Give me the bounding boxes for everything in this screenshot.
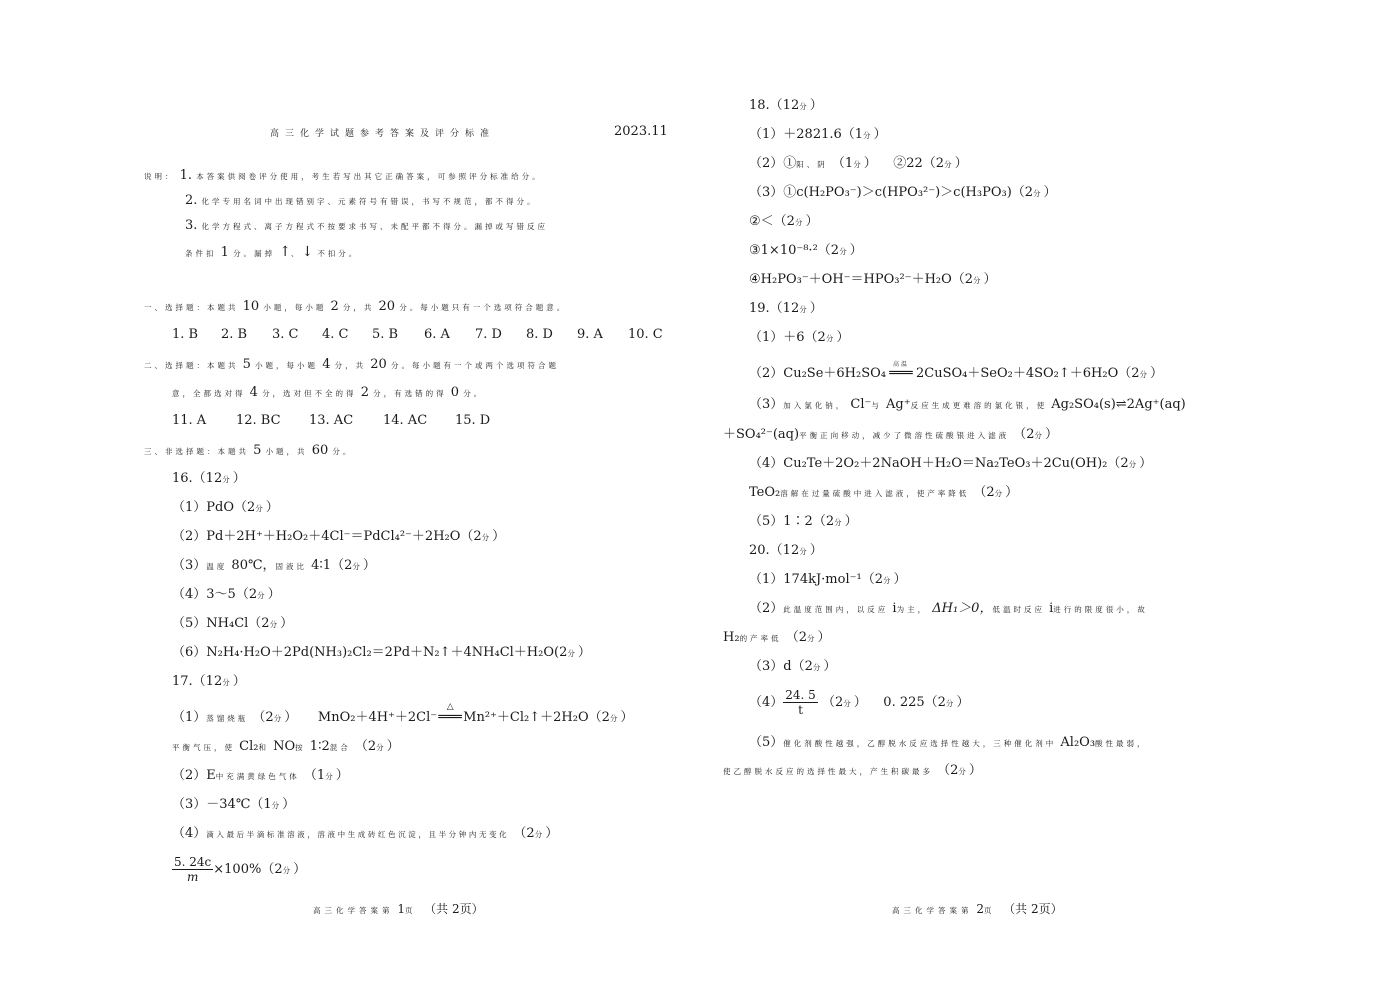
q20-answer-3: [749, 659, 836, 676]
fraction-denominator: t: [798, 703, 803, 717]
q20-l6c: Al₂O₃: [1060, 735, 1096, 750]
q17-l1b: 蒸馏烧瓶: [206, 714, 249, 723]
fen-label: 分: [853, 160, 864, 169]
q17-answer-3: [172, 797, 295, 814]
section-2-heading: [144, 357, 559, 374]
q16-l3a: （3）: [172, 558, 207, 573]
fen-label: 分: [376, 743, 387, 752]
q17-l5a: （4）: [172, 826, 207, 841]
q17-l2h: （2: [354, 739, 377, 754]
answer-7: 7. D: [475, 327, 502, 342]
s1-suffix: 分。每小题只有一个选项符合题意。: [399, 303, 568, 312]
s2-l2a: 意，全都选对得: [172, 389, 246, 398]
s1-mid2: 分，共: [342, 303, 375, 312]
footer-a: 高三化学答案第: [892, 906, 973, 915]
fen-label: 分: [794, 218, 806, 227]
q17-l1a: （1）: [172, 710, 207, 725]
s2-total: 20: [370, 357, 387, 372]
q20-answer-2: [749, 601, 1148, 618]
answer-page-1: [0, 0, 699, 983]
q20-l2c: ⅰ: [892, 601, 897, 616]
q20-l2e: ΔH₁＞0，: [932, 601, 993, 616]
q18-answer-3d: [749, 272, 997, 289]
s3-mid: 小题，共: [265, 447, 308, 456]
q17-answer-4: [172, 826, 558, 843]
q20-answer-5: [749, 735, 1148, 752]
s1-each: 2: [330, 299, 339, 314]
q20-l7a: 使乙醇脱水反应的选择性最大，产生积碳最多: [723, 767, 933, 776]
close-paren: ）: [280, 616, 294, 631]
q19-l3a: （3）: [749, 397, 784, 412]
document-title: 高三化学试题参考答案及评分标准: [270, 129, 496, 139]
fen-label: 分: [1034, 431, 1045, 440]
q16-answer-1: [172, 500, 279, 517]
answer-page-2: [699, 0, 1399, 983]
close-paren: ）: [809, 301, 823, 316]
answer-3: 3. C: [272, 327, 299, 342]
section-3-heading: [144, 443, 353, 460]
footer-total: 2: [451, 902, 460, 916]
fraction-numerator: 5. 24c: [174, 855, 212, 869]
note-3-deduction: 1: [220, 245, 229, 260]
q17-l1d: MnO₂＋4H⁺＋2Cl⁻: [317, 710, 438, 725]
s3-prefix: 三、非选择题：本题共: [144, 447, 249, 456]
q19-l2a: （2）Cu₂Se＋6H₂SO₄: [749, 366, 886, 381]
q19-l3d: 与: [871, 401, 882, 410]
footer-d: 页）: [459, 902, 484, 916]
q20-l5c: 0. 225（2: [883, 695, 946, 710]
close-paren: ）: [265, 500, 279, 515]
fen-label: 分: [994, 489, 1006, 498]
q17-l3b: 中充满黄绿色气体: [215, 772, 300, 781]
q17-title-text: 17.（12: [172, 674, 223, 689]
q19-l3g: Ag₂SO₄(s)⇌2Ag⁺(aq): [1051, 397, 1186, 412]
close-paren: ）: [823, 659, 837, 674]
fraction: [783, 688, 818, 717]
close-paren: ）: [809, 543, 823, 558]
footer-d: 页）: [1038, 902, 1063, 916]
q17-l2b: Cl₂: [239, 739, 259, 754]
footer-page: 2: [976, 902, 984, 916]
s2-mid: 小题，每小题: [255, 361, 319, 370]
s3-suffix: 分。: [332, 447, 354, 456]
q17-l1c: （2: [252, 710, 274, 725]
fen-label: 分: [843, 699, 854, 708]
note-3-text: 化学方程式、离子方程式不按要求书写、未配平都不得分。漏掉或写错反应: [201, 222, 549, 231]
close-paren: ）: [809, 98, 823, 113]
q20-l6b: 催化剂酸性越强，乙醇脱水反应选择性越大，三种催化剂中: [783, 739, 1057, 748]
q16-title: [172, 471, 246, 488]
q19-answer-3b: [723, 427, 1058, 444]
q18-answer-3: [749, 185, 1057, 202]
close-paren: ）: [282, 797, 296, 812]
fen-label: 分: [222, 475, 233, 484]
q19-l3e: Ag⁺: [886, 397, 911, 412]
fraction: [172, 855, 213, 884]
answer-12: 12. BC: [236, 413, 281, 428]
answer-11: 11. A: [172, 413, 207, 428]
fen-label: 分: [882, 576, 894, 585]
answer-6: 6. A: [424, 327, 450, 342]
q18-l3: （3）①c(H₂PO₃⁻)＞c(HPO₃²⁻)＞c(H₃PO₃)（2: [749, 185, 1034, 200]
note-3-cont-2: 分。漏掉: [233, 249, 276, 258]
fraction-numerator: 24. 5: [785, 688, 816, 702]
close-paren: ）: [620, 710, 634, 725]
close-paren: ）: [232, 471, 246, 486]
q20-l4: （3）d（2: [749, 659, 813, 674]
q18-l6: ④H₂PO₃⁻＋OH⁻＝HPO₃²⁻＋H₂O（2: [749, 272, 974, 287]
q20-l2a: （2）: [749, 601, 784, 616]
notes-line-2: [185, 193, 538, 210]
q19-cond: 高温: [892, 361, 909, 368]
answer-1: 1. B: [172, 327, 199, 342]
close-paren: ）: [873, 127, 887, 142]
fen-label: 分: [255, 504, 266, 513]
q20-l2f: 低温时反应: [992, 605, 1045, 614]
q19-title: [749, 301, 823, 318]
close-paren: ）: [232, 674, 246, 689]
fen-label: 分: [609, 714, 621, 723]
heating-condition: △ ═══: [437, 710, 463, 726]
q18-answer-3c: [749, 243, 863, 260]
q20-l2d: 为主，: [896, 605, 929, 614]
close-paren: ）: [492, 529, 506, 544]
answer-2: 2. B: [221, 327, 248, 342]
fen-label: 分: [799, 102, 810, 111]
close-paren: ）: [577, 645, 591, 660]
fen-label: 分: [269, 620, 281, 629]
q16-l3c: 80℃，: [231, 558, 276, 573]
answer-14: 14. AC: [383, 413, 428, 428]
q20-answer-5b: [723, 763, 982, 780]
q20-l1: （1）174kJ·mol⁻¹（2: [749, 572, 883, 587]
q20-l6d: 酸性最弱，: [1095, 739, 1148, 748]
fen-label: 分: [1128, 460, 1140, 469]
fen-label: 分: [567, 649, 578, 658]
q19-answer-2: [749, 361, 1164, 383]
close-paren: ）: [863, 156, 877, 171]
fen-label: 分: [863, 131, 874, 140]
q20-l2g: ⅰ: [1049, 601, 1054, 616]
q19-l6b: 溶解在过量硫酸中进入滤液，使产率降低: [780, 489, 970, 498]
q19-l3b: 加入氯化钠，: [783, 401, 847, 410]
close-paren: ）: [844, 514, 858, 529]
fen-label: 分: [534, 830, 546, 839]
s2-l2f: 0: [450, 385, 460, 400]
q16-l6: （6）N₂H₄·H₂O＋2Pd(NH₃)₂Cl₂＝2Pd＋N₂↑＋4NH₄Cl＋H₂O(2: [172, 645, 568, 660]
q20-title: [749, 543, 823, 560]
fen-label: 分: [834, 518, 845, 527]
q20-l6a: （5）: [749, 735, 784, 750]
footer-b: 页: [404, 906, 417, 915]
footer-b: 页: [983, 906, 996, 915]
s3-total: 60: [311, 443, 329, 458]
q17-l1e: Mn²⁺＋Cl₂↑＋2H₂O（2: [463, 710, 610, 725]
q17-l2d: NO: [273, 739, 296, 754]
s2-l2d: 2: [360, 385, 369, 400]
q16-answer-3: [172, 558, 376, 575]
close-paren: ）: [284, 710, 298, 725]
q16-answer-5: [172, 616, 293, 633]
q18-l2b: 阳、阴: [796, 160, 828, 169]
fen-label: 分: [973, 276, 984, 285]
close-paren: ）: [817, 630, 831, 645]
fen-label: 分: [945, 699, 957, 708]
fen-label: 分: [839, 247, 850, 256]
document-date: 2023.11: [614, 124, 668, 139]
q17-answer-1: [172, 702, 634, 727]
s1-count: 10: [242, 299, 260, 314]
q17-l3a: （2）E: [172, 768, 216, 783]
s1-mid: 小题，每小题: [263, 303, 327, 312]
notes-line-1: [144, 168, 543, 185]
close-paren: ）: [293, 862, 307, 877]
q17-l5b: 滴入最后半滴标准溶液，溶液中生成砖红色沉淀，且半分钟内无变化: [206, 830, 510, 839]
section-2-heading-cont: [172, 385, 484, 402]
q16-l4: （4）3～5（2: [172, 587, 258, 602]
s2-l2c: 分，选对但不全的得: [262, 389, 357, 398]
q17-l6-rest: ×100%（2: [213, 862, 283, 877]
close-paren: ）: [853, 695, 867, 710]
close-paren: ）: [545, 826, 559, 841]
footer-c: （共: [1003, 902, 1028, 916]
q18-l1: （1）＋2821.6（1: [749, 127, 864, 142]
s1-total: 20: [378, 299, 396, 314]
q16-l3d: 固液比: [275, 562, 308, 571]
page-footer: [892, 900, 1063, 917]
q17-answer-4b: [172, 855, 306, 886]
s1-prefix: 一、选择题：本题共: [144, 303, 239, 312]
s2-mid2: 分，共: [334, 361, 367, 370]
answer-15: 15. D: [455, 413, 491, 428]
answer-13: 13. AC: [309, 413, 354, 428]
q17-l2g: 混合: [329, 743, 351, 752]
close-paren: ）: [836, 330, 850, 345]
heat-icon: △: [446, 702, 454, 712]
q19-l7: （5）1∶2（2: [749, 514, 835, 529]
close-paren: ）: [386, 739, 400, 754]
q18-l2a: （2）①: [749, 156, 797, 171]
q20-title-text: 20.（12: [749, 543, 800, 558]
fen-label: 分: [958, 767, 969, 776]
close-paren: ）: [954, 156, 968, 171]
q17-l3c: （1: [303, 768, 326, 783]
s2-each: 4: [322, 357, 331, 372]
fen-label: 分: [799, 547, 810, 556]
q17-answer-2: [172, 768, 349, 785]
q19-l2b: 2CuSO₄＋SeO₂＋4SO₂↑＋6H₂O（2: [916, 366, 1140, 381]
q16-l2: （2）Pd＋2H⁺＋H₂O₂＋4Cl⁻＝PdCl₄²⁻＋2H₂O（2: [172, 529, 482, 544]
fen-label: 分: [282, 866, 294, 875]
close-paren: ）: [362, 558, 376, 573]
down-arrow-icon: ↓: [301, 244, 314, 260]
close-paren: ）: [1150, 366, 1164, 381]
close-paren: ）: [1045, 427, 1059, 442]
q20-l5b: （2: [821, 695, 844, 710]
q17-l5c: （2: [513, 826, 535, 841]
answer-5: 5. B: [372, 327, 399, 342]
notes-line-3b: [185, 244, 359, 262]
page-header: [270, 125, 495, 142]
q17-l2f: 1∶2: [309, 739, 330, 754]
fen-label: 分: [1139, 370, 1151, 379]
q17-answer-1b: [172, 739, 400, 756]
q17-l2c: 和: [258, 743, 269, 752]
section-1-heading: [144, 299, 567, 316]
q19-l4b: 平衡正向移动，减少了微溶性硫酸银进入滤液: [799, 431, 1010, 440]
q16-l1: （1）PdO（2: [172, 500, 256, 515]
close-paren: ）: [1005, 485, 1019, 500]
answer-4: 4. C: [322, 327, 349, 342]
q16-answer-2: [172, 529, 505, 546]
q19-l3f: 反应生成更难溶的氯化银，使: [910, 401, 1048, 410]
note-3-sep: 、: [290, 249, 302, 258]
footer-page: 1: [397, 902, 405, 916]
answer-9: 9. A: [577, 327, 603, 342]
s2-prefix: 二、选择题：本题共: [144, 361, 239, 370]
close-paren: ）: [1139, 456, 1153, 471]
q18-answer-3b: [749, 214, 818, 231]
fen-label: 分: [944, 160, 955, 169]
q20-l2b: 此温度范围内，以反应: [783, 605, 889, 614]
answer-10: 10. C: [628, 327, 663, 342]
note-1-number: 1.: [179, 168, 193, 183]
q17-l2a: 平衡气压，使: [172, 743, 235, 752]
q20-l3a: H₂: [723, 630, 740, 645]
fraction-denominator: m: [186, 870, 199, 884]
q16-title-text: 16.（12: [172, 471, 223, 486]
q20-l2h: 进行的限度很小，故: [1053, 605, 1148, 614]
q20-l7b: （2: [937, 763, 959, 778]
s2-l2g: 分。: [463, 389, 485, 398]
q16-l5: （5）NH₄Cl（2: [172, 616, 270, 631]
close-paren: ）: [983, 272, 997, 287]
q19-l1: （1）＋6（2: [749, 330, 826, 345]
q16-l3e: 4∶1（2: [311, 558, 353, 573]
s3-count: 5: [253, 443, 262, 458]
fen-label: 分: [825, 334, 837, 343]
footer-total: 2: [1030, 902, 1039, 916]
fen-label: 分: [812, 663, 824, 672]
answer-8: 8. D: [526, 327, 553, 342]
q16-answer-6: [172, 645, 591, 662]
page-footer: [313, 900, 484, 917]
fen-label: 分: [481, 533, 493, 542]
q18-l5: ③1×10⁻⁸·²（2: [749, 243, 840, 258]
note-3-cont-3: 不扣分。: [317, 249, 360, 258]
q16-answer-4: [172, 587, 281, 604]
q19-answer-4b: [749, 485, 1018, 502]
fen-label: 分: [257, 591, 268, 600]
fen-label: 分: [271, 801, 283, 810]
fen-label: 分: [273, 714, 285, 723]
q18-answer-2: [749, 156, 968, 173]
close-paren: ）: [1043, 185, 1057, 200]
fen-label: 分: [806, 634, 818, 643]
q19-answer-5: [749, 514, 858, 531]
note-3-number: 3.: [185, 218, 198, 233]
fen-label: 分: [325, 772, 336, 781]
q19-l6c: （2: [973, 485, 995, 500]
q19-l4a: ＋SO₄²⁻(aq): [723, 427, 800, 442]
s2-count: 5: [242, 357, 251, 372]
q19-l3c: Cl⁻: [850, 397, 872, 412]
fen-label: 分: [1033, 189, 1044, 198]
q20-l3c: （2: [785, 630, 807, 645]
q17-l4: （3）－34℃（1: [172, 797, 272, 812]
q18-l4: ②＜（2: [749, 214, 795, 229]
notes-label: 说明：: [144, 172, 176, 181]
q17-l2e: 按: [295, 743, 306, 752]
up-arrow-icon: ↑: [279, 244, 291, 260]
q20-l5a: （4）: [749, 695, 784, 710]
note-3-cont: 条件扣: [185, 249, 217, 258]
q19-l5: （4）Cu₂Te＋2O₂＋2NaOH＋H₂O＝Na₂TeO₃＋2Cu(OH)₂（2: [749, 456, 1129, 471]
q20-answer-4: [749, 688, 969, 719]
footer-c: （共: [424, 902, 449, 916]
close-paren: ）: [267, 587, 281, 602]
close-paren: ）: [849, 243, 863, 258]
q18-answer-1: [749, 127, 887, 144]
notes-line-3: [185, 218, 548, 235]
footer-a: 高三化学答案第: [313, 906, 394, 915]
q20-answer-1: [749, 572, 906, 589]
close-paren: ）: [956, 695, 970, 710]
s2-l2e: 分，有选错的得: [373, 389, 447, 398]
note-2-number: 2.: [185, 193, 198, 208]
fen-label: 分: [799, 305, 810, 314]
q19-l6a: TeO₂: [749, 485, 781, 500]
high-temp-condition: 高温 ═══: [886, 366, 916, 382]
close-paren: ）: [335, 768, 349, 783]
close-paren: ）: [968, 763, 982, 778]
note-2-text: 化学专用名词中出现错别字、元素符号有错误，书写不规范，都不得分。: [201, 197, 538, 206]
q18-l2d: ②22（2: [893, 156, 945, 171]
q17-title: [172, 674, 246, 691]
q18-title: [749, 98, 823, 115]
q19-answer-3: [749, 397, 1186, 414]
q19-answer-4: [749, 456, 1152, 473]
q18-title-text: 18.（12: [749, 98, 800, 113]
fen-label: 分: [222, 678, 233, 687]
q19-title-text: 19.（12: [749, 301, 800, 316]
q20-answer-2b: [723, 630, 831, 647]
close-paren: ）: [893, 572, 907, 587]
q20-l3b: 的产率低: [739, 634, 782, 643]
q19-l4c: （2: [1013, 427, 1035, 442]
s2-suffix: 分。每小题有一个或两个选项符合题: [390, 361, 559, 370]
q19-answer-1: [749, 330, 849, 347]
fen-label: 分: [352, 562, 363, 571]
q16-l3b: 温度: [206, 562, 228, 571]
note-1-text: 本答案供阅卷评分使用，考生若写出其它正确答案，可参照评分标准给分。: [196, 172, 543, 181]
close-paren: ）: [805, 214, 819, 229]
q18-l2c: （1: [831, 156, 854, 171]
s2-l2b: 4: [249, 385, 258, 400]
